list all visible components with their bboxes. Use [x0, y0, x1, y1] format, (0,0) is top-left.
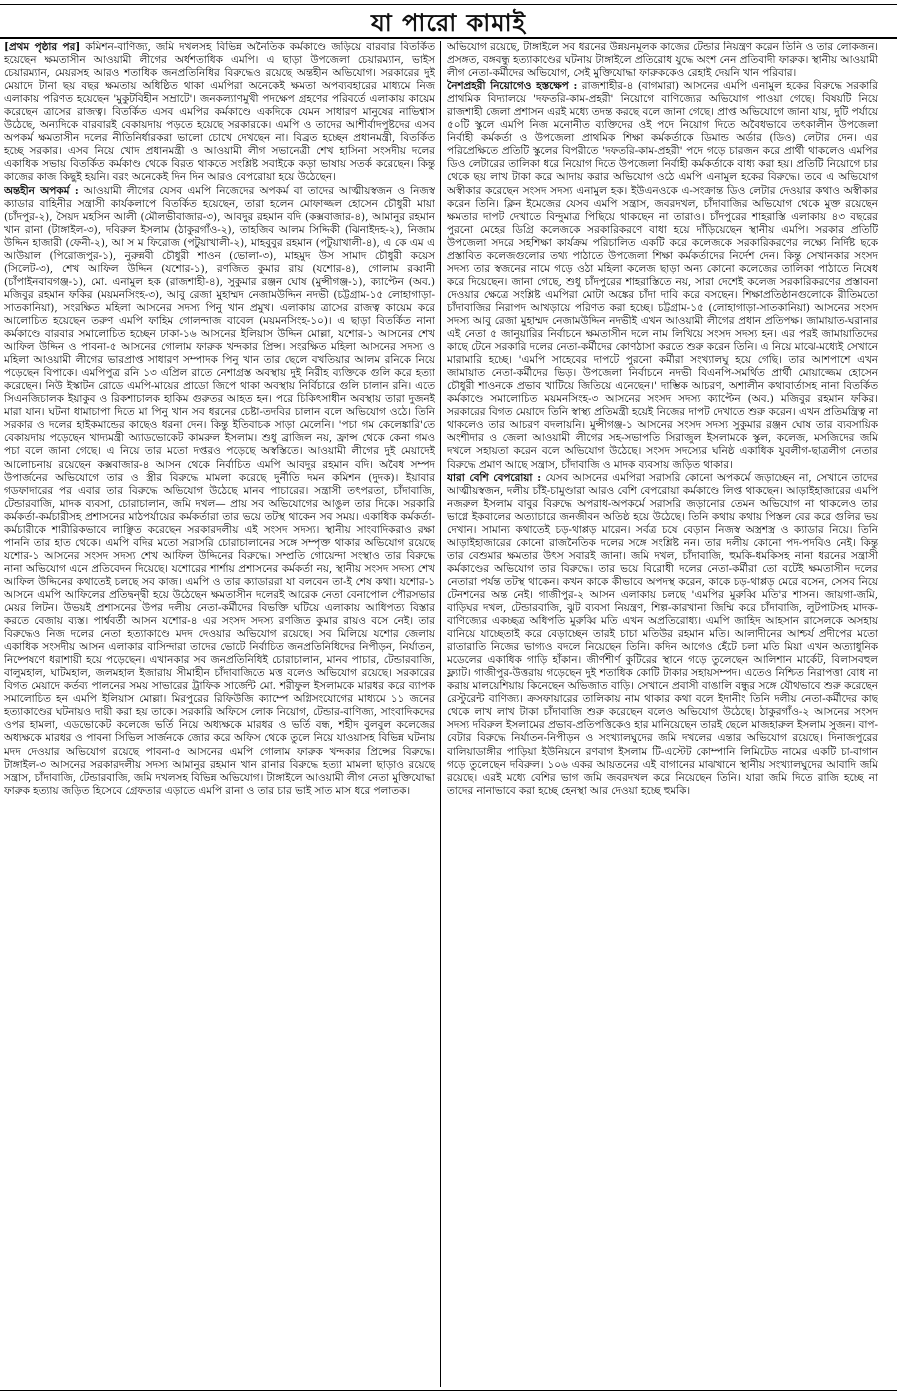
article-paragraph	[447, 472, 878, 798]
column-divider	[440, 41, 441, 1387]
page-title: যা পারো কামাই	[370, 9, 527, 37]
article-paragraph	[4, 185, 435, 798]
paragraph-text: যেসব আসনের এমপিরা সরাসরি কোনো অপকর্মে জড়াচ্ছেন না, সেখানে তাদের আত্মীয়স্বজন, দলীয় চাঁই-চামুণ্ডারা আরও বেশি বেপরোয়া কর্মকাণ্ডে লিপ্ত থাকছেন। আড়াইহাজারের এমপি নজরুল ইসলাম বাবুর বিরুদ্ধে অপরাধ-অপকর্মে সরাসরি জড়ানোর তেমন অভিযোগ না থাকলেও তার ভাগ্নে ইকবালের অত্যাচারে জনজীবন অতিষ্ঠ হয়ে উঠেছে। তিনি কথায় কথায় পিস্তল বের করে গুলির ভয় দেখান। সামান্য কথাতেই চড়-থাপ্পড় মারেন। সর্বত্র চষে বেড়ান নিজস্ব অস্ত্রশস্ত্র ও ক্যাডার নিয়ে। তিনি আড়াইহাজারের কোনো রাজনৈতিক দলের সঙ্গে সংশ্লিষ্ট নন। তার দলীয় কোনো পদ-পদবিও নেই। কিন্তু তার বেশুমার ক্ষমতার উৎস সবারই জানা। জমি দখল, চাঁদাবাজি, হুমকি-ধমকিসহ নানা ধরনের সন্ত্রাসী কর্মকাণ্ডের অভিযোগ তার বিরুদ্ধে। তার ভয়ে বিরোধী দলের নেতা-কর্মীরা তো বটেই ক্ষমতাসীন দলের নেতারা পর্যন্ত তটস্থ থাকেন। কখন কাকে কীভাবে অপদস্থ করেন, কাকে চড়-থাপ্পড় মেরে বসেন, সেসব নিয়ে টেনশনের অন্ত নেই। গাজীপুর-২ আসন এলাকায় চলছে 'এমপির মুরুব্বি মতি'র শাসন। জায়গা-জমি, বাড়িঘর দখল, টেন্ডারবাজি, ঝুট ব্যবসা নিয়ন্ত্রণ, শিল্প-কারখানা জিম্মি করে চাঁদাবাজি, লুটপাটসহ মাদক-বাণিজ্যের একচ্ছত্র অধিপতি মুরুব্বি মতি এখন অপ্রতিরোধ্য। এমপি জাহিদ আহসান রাসেলকে অসহায় বানিয়ে যাচ্ছেতাই করে বেড়াচ্ছেন তারই চাচা মতিউর রহমান মতি। আলাদীনের আশ্চর্য প্রদীপের মতো রাতারাতি নিজের ভাগ্যও বদলে নিয়েছেন তিনি। কদিন আগেও হেঁটে চলা মতি মিয়া এখন অত্যাধুনিক মডেলের একাধিক গাড়ি হাঁকান। জীর্ণশীর্ণ কুটিরের স্থানে গড়ে তুলেছেন আলিশান মার্কেট, বিলাসবহুল ফ্ল্যাট। গাজীপুর-উত্তরায় গড়েছেন দুই শতাধিক কোটি টাকার সহায়সম্পদ। এতেও নিশ্চিত নিরাপত্তা বোধ না করায় মালয়েশিয়ায় কিনেছেন অভিজাত বাড়ি। সেখানে প্রবাসী বাঙালি বন্ধুর সঙ্গে যৌথভাবে শুরু করেছেন রেস্টুরেন্ট বাণিজ্য। ক্রসফায়ারের তালিকায় নাম থাকার কথা বলে ইদানীং তিনি দলীয় নেতা-কর্মীদের কাছ থেকে লাখ লাখ টাকা চাঁদাবাজি শুরু করেছেন বলেও অভিযোগ উঠেছে। ঠাকুরগাঁও-২ আসনের সংসদ সদস্য দবিরুল ইসলামের প্রভাব-প্রতিপত্তিকেও হার মানিয়েছেন তারই ছেলে মাজহারুল ইসলাম সুজন। বাপ-বেটার বিরুদ্ধে নির্যাতন-নিপীড়ন ও সংখ্যালঘুদের জমি দখলের এন্তার অভিযোগ রয়েছে। দিনাজপুরের বালিয়াডাঙ্গীর পাড়িয়া ইউনিয়নে রণবাগ ইসলাম টি-এস্টেট কোম্পানি লিমিটেড নামের একটি চা-বাগান গড়ে তুলেছেন দবিরুল। ১০৬ একর আয়তনের এই বাগানের মাঝখানে স্থানীয় সংখ্যালঘুদের আবাদি জমি রয়েছে। এরই মধ্যে বেশির ভাগ জমি জবরদখল করে নিয়েছেন তিনি। যারা জমি দিতে রাজি হচ্ছে না তাদের নানাভাবে করা হচ্ছে হেনস্থা আর দেওয়া হচ্ছে হুমকি।	[447, 471, 878, 797]
section-heading: নৈশপ্রহরী নিয়োগেও হস্তক্ষেপ :	[447, 80, 578, 93]
section-heading: যারা বেশি বেপরোয়া :	[447, 471, 542, 484]
paragraph-lead: [প্রথম পৃষ্ঠার পর]	[4, 41, 81, 53]
paragraph-text: অভিযোগ রয়েছে, টাঙ্গাইলে সব ধরনের উন্নয়নমূলক কাজের টেন্ডার নিয়ন্ত্রণ করেন তিনি ও তার লোকজন। প্রসঙ্গত, বঙ্গবন্ধু হত্যাকাণ্ডের ঘটনায় টাঙ্গাইলে প্রতিরোধ যুদ্ধে অংশ নেন প্রতিবাদী ফারুক। স্থানীয় আওয়ামী লীগ নেতা-কর্মীদের অভিযোগ, সেই মুক্তিযোদ্ধা ফারুককেও রেহাই দেয়নি খান পরিবার।	[447, 41, 878, 80]
header-rule	[0, 37, 897, 39]
section-heading: অন্তহীন অপকর্ম :	[4, 184, 79, 197]
left-column	[4, 41, 435, 1387]
article-paragraph	[447, 80, 878, 471]
article-paragraph	[447, 41, 878, 80]
paragraph-text: আওয়ামী লীগের যেসব এমপি নিজেদের অপকর্ম বা তাদের আত্মীয়স্বজন ও নিজস্ব ক্যাডার বাহিনীর সন্ত্রাসী কার্যকলাপে বিতর্কিত হয়েছেন, তারা হলেন মোফাজ্জল হোসেন চৌধুরী মায়া (চাঁদপুর-২), সৈয়দ মহসিন আলী (মৌলভীবাজার-৩), আবদুর রহমান বদি (কক্সবাজার-৪), আমানুর রহমান খান রানা (টাঙ্গাইল-৩), দবিরুল ইসলাম (ঠাকুরগাঁও-২), তাহজিব আলম সিদ্দিকী (ঝিনাইদহ-২), নিজাম উদ্দিন হাজারী (ফেনী-২), আ স ম ফিরোজ (পটুয়াখালী-২), মাহবুবুর রহমান (পটুয়াখালী-৪), এ কে এম এ আউয়াল (পিরোজপুর-১), নুরুন্নবী চৌধুরী শাওন (ভোলা-৩), মাহমুদ উস সামাদ চৌধুরী কয়েস (সিলেট-৩), শেখ আফিল উদ্দিন (যশোর-১), রণজিত কুমার রায় (যশোর-৪), গোলাম রব্বানী (চাঁপাইনবাবগঞ্জ-১), মো. এনামুল হক (রাজশাহী-৪), সুকুমার রঞ্জন ঘোষ (মুন্সীগঞ্জ-১), ক্যাপ্টেন (অব.) মজিবুর রহমান ফকির (ময়মনসিংহ-৩), আবু রেজা মুহাম্মদ নেজামউদ্দিন নদভী (চট্টগ্রাম-১৫ লোহাগাড়া-সাতকানিয়া), সংরক্ষিত মহিলা আসনের সদস্য পিনু খান প্রমুখ। এলাকায় ত্রাসের রাজত্ব কায়েম করে আলোচিত হয়েছেন তরুণ এমপি ফাহিম গোলন্দাজ বাবেল (ময়মনসিংহ-১০)। এ ছাড়া বিতর্কিত নানা কর্মকাণ্ডে বারবার সমালোচিত হচ্ছেন ঢাকা-১৬ আসনের ইলিয়াস উদ্দিন মোল্লা, যশোর-১ আসনের শেখ আফিল উদ্দিন ও পাবনা-৫ আসনের গোলাম ফারুক খন্দকার প্রিন্স। সংরক্ষিত মহিলা আসনের সদস্য ও মহিলা আওয়ামী লীগের ভারপ্রাপ্ত সাধারণ সম্পাদক পিনু খান তার ছেলে বখতিয়ার আলম রনিকে নিয়ে পড়েছেন বিপাকে। এমপিপুত্র রনি ১৩ এপ্রিল রাতে নেশাগ্রস্ত অবস্থায় দুই নিরীহ ব্যক্তিকে গুলি করে হত্যা করেছেন। নিউ ইস্কাটন রোডে এমপি-মায়ের প্রাডো জিপে থাকা অবস্থায় নির্বিচারে গুলি চালান রনি। এতে সিএনজিচালক ইয়াকুব ও রিকশাচালক হাকিম গুরুতর আহত হন। পরে চিকিৎসাধীন অবস্থায় তারা দুজনই মারা যান। ঘটনা ধামাচাপা দিতে মা পিনু খান সব ধরনের চেষ্টা-তদবির চালান বলে অভিযোগ ওঠে। তিনি সরকার ও দলের হাইকমান্ডের কাছেও ধরনা দেন। কিন্তু ইতিবাচক সাড়া মেলেনি। 'পচা গম কেলেঙ্কারি'তে বেকায়দায় পড়েছেন খাদ্যমন্ত্রী অ্যাডভোকেট কামরুল ইসলাম। শুধু ব্রাজিল নয়, ফ্রান্স থেকে কেনা গমও পচা বলে জানা গেছে। এ নিয়ে তার মতো দপ্তরও পড়েছে অস্বস্তিতে। আওয়ামী লীগের দুই মেয়াদেই আলোচনায় রয়েছেন কক্সবাজার-৪ আসন থেকে নির্বাচিত এমপি আবদুর রহমান বদি। অবৈধ সম্পদ উপার্জনের অভিযোগে তার ও স্ত্রীর বিরুদ্ধে মামলা করেছে দুর্নীতি দমন কমিশন (দুদক)। ইয়াবার গডফাদারের পর এবার তার বিরুদ্ধে অভিযোগ উঠেছে মানব পাচারের। সন্ত্রাসী তৎপরতা, চাঁদাবাজি, টেন্ডারবাজি, মাদক ব্যবসা, চোরাচালান, জমি দখল— প্রায় সব অভিযোগের আঙুল তার দিকে। সরকারি কর্মকর্তা-কর্মচারীসহ প্রশাসনের মাঠপর্যায়ের কর্মকর্তারা তার ভয়ে তটস্থ থাকেন সব সময়। একাধিক কর্মকর্তা-কর্মচারীকে শারীরিকভাবে লাঞ্ছিত করেছেন সরকারদলীয় এই সংসদ সদস্য। স্থানীয় সাংবাদিকরাও রক্ষা পাননি তার হাত থেকে। এমপি বদির মতো সরাসরি চোরাচালানের সঙ্গে সম্পৃক্ত থাকার অভিযোগ রয়েছে যশোর-১ আসনের সংসদ সদস্য শেখ আফিল উদ্দিনের বিরুদ্ধে। সম্প্রতি গোয়েন্দা সংস্থাও তার বিরুদ্ধে নানা অভিযোগ এনে প্রতিবেদন দিয়েছে। যশোরের শার্শায় প্রশাসনের কর্মকর্তা নয়, স্থানীয় সংসদ সদস্য শেখ আফিল উদ্দিনের কথাতেই চলছে সব কাজ। এমপি ও তার ক্যাডাররা যা বলবেন তা-ই শেষ কথা। যশোর-১ আসনে এমপি আফিলের প্রতিদ্বন্দ্বী হয়ে উঠেছেন ক্ষমতাসীন দলেরই আরেক নেতা বেনাপোল পৌরসভার মেয়র লিটন। উভয়ই প্রশাসনের উপর দলীয় নেতা-কর্মীদের বিভক্তি ঘটিয়ে এলাকায় আধিপত্য বিস্তার করতে বেজায় ব্যস্ত। পার্শ্ববর্তী আসন যশোর-৪ এর সংসদ সদস্য রণজিত কুমার রায়ও বসে নেই। তার বিরুদ্ধেও নিজ দলের নেতা হত্যাকাণ্ডে মদদ দেওয়ার অভিযোগ রয়েছে। সব মিলিয়ে যশোর জেলায় একাধিক সংসদীয় আসন এলাকার বাসিন্দারা তাদের ভোটে নির্বাচিত জনপ্রতিনিধিদের নিপীড়ন, নির্যাতন, নিষ্পেষণে ধরাশায়ী হয়ে পড়েছেন। এখানকার সব জনপ্রতিনিধিই চোরাচালান, মানব পাচার, টেন্ডারবাজি, বালুমহাল, ঘাটমহাল, জলমহাল ইজারায় সীমাহীন চাঁদাবাজিতে মত্ত বলেও অভিযোগ রয়েছে। সরকারের বিগত মেয়াদে কর্তব্য পালনের সময় সাভারের ট্রাফিক সার্জেন্ট মো. শরীফুল ইসলামকে মারধর করে ব্যাপক সমালোচিত হন এমপি ইলিয়াস মোল্লা। মিরপুরের রিফিউজি ক্যাম্পে অগ্নিসংযোগের মাধ্যমে ১১ জনের হত্যাকাণ্ডের ঘটনায়ও দায়ী করা হয় তাকে। সরকারি অফিসে লোক নিয়োগ, টেন্ডার-বাণিজ্য, সাংবাদিকদের ওপর হামলা, এডভোকেট কলেজে ভর্তি নিয়ে অধ্যক্ষকে মারধর ও ভর্তি বন্ধ, শহীদ বুলবুল কলেজের অধ্যক্ষকে মারধর ও পাবনা সিভিল সার্জনকে জোর করে অফিস থেকে তুলে নিয়ে যাওয়াসহ বিভিন্ন ঘটনায় মদদ দেওয়ার অভিযোগ রয়েছে পাবনা-৫ আসনের এমপি গোলাম ফারুক খন্দকার প্রিন্সের বিরুদ্ধে। টাঙ্গাইল-৩ আসনের সরকারদলীয় সদস্য আমানুর রহমান খান রানার বিরুদ্ধে হত্যা মামলা ছাড়াও রয়েছে সন্ত্রাস, চাঁদাবাজি, টেন্ডারবাজি, জমি দখলসহ বিভিন্ন অভিযোগ। টাঙ্গাইলে আওয়ামী লীগ নেতা মুক্তিযোদ্ধা ফারুক হত্যায় জড়িত হিসেবে গ্রেফতার এড়াতে এমপি রানা ও তার চার ভাই সাত মাস ধরে পলাতক।	[4, 184, 435, 797]
page-header	[0, 8, 897, 38]
paragraph-text: রাজশাহীর-৪ (বাগমারা) আসনের এমপি এনামুল হকের বিরুদ্ধে সরকারি প্রাথমিক বিদ্যালয়ে 'দফতরি-কাম-প্রহরী' নিয়োগে বাণিজ্যের অভিযোগ পাওয়া গেছে। বিষয়টি নিয়ে রাজশাহী জেলা প্রশাসন এরই মধ্যে তদন্ত করছে বলে জানা গেছে। প্রাপ্ত অভিযোগে জানা যায়, দুটি পর্যায়ে ৫০টি স্কুলে এমপি নিজ মনোনীত ব্যক্তিদের ওই পদে নিয়োগ দিতে অবৈধভাবে তৎকালীন উপজেলা নির্বাহী কর্মকর্তা ও উপজেলা প্রাথমিক শিক্ষা কর্মকর্তাকে ডিমান্ড অর্ডার (ডিও) লেটার দেন। এর পরিপ্রেক্ষিতে প্রতিটি স্কুলের বিপরীতে 'দফতরি-কাম-প্রহরী' পদে গড়ে চারজন করে প্রার্থী থাকলেও এমপির ডিও লেটারের তালিকা ধরে নিয়োগ দিতে উপজেলা নির্বাহী কর্মকর্তাকে বাধ্য করা হয়। প্রতিটি নিয়োগে চার থেকে ছয় লাখ টাকা করে আদায় করার অভিযোগ ওঠে এমপি এনামুল হকের বিরুদ্ধে। তবে এ অভিযোগ অস্বীকার করেছেন সংসদ সদস্য এনামুল হক। ইউএনওকে এ-সংক্রান্ত ডিও লেটার দেওয়ার কথাও অস্বীকার করেন তিনি। ক্লিন ইমেজের যেসব এমপি সন্ত্রাস, জবরদখল, চাঁদাবাজির অভিযোগ থেকে মুক্ত রয়েছেন ক্ষমতার দাপট দেখাতে বিন্দুমাত্র পিছিয়ে থাকছেন না তারাও। চাঁদপুরের শাহরাস্তি এলাকায় ৪৩ বছরের পুরনো মেহের ডিগ্রি কলেজকে সরকারিকরণে বাধা হয়ে দাঁড়িয়েছেন স্থানীয় এমপি। সরকার প্রতিটি উপজেলা সদরে সহশিক্ষা কার্যক্রম পরিচালিত একটি করে কলেজকে সরকারিকরণের লক্ষ্যে নির্দিষ্ট ছকে প্রস্তাবিত কলেজগুলোর তথ্য পাঠাতে উপজেলা শিক্ষা কর্মকর্তাদের নির্দেশ দেন। কিন্তু সেখানকার সংসদ সদস্য তার স্বজনের নামে গড়ে ওঠা মহিলা কলেজ ছাড়া অন্য কোনো কলেজের তালিকা পাঠাতে নিষেধ করে দিয়েছেন। জানা গেছে, শুধু চাঁদপুরের শাহরাস্তিতে নয়, সারা দেশেই কলেজ সরকারিকরণের প্রস্তাবনা দেওয়ার ক্ষেত্রে সংশ্লিষ্ট এমপিরা মোটা অঙ্কের চাঁদা দাবি করে বসছেন। শিক্ষাপ্রতিষ্ঠানগুলোকে রীতিমতো চাঁদাবাজির নিরাপদ আখড়ায়ে পরিণত করা হচ্ছে। চট্টগ্রাম-১৫ (লোহাগাড়া-সাতকানিয়া) আসনের সংসদ সদস্য আবু রেজা মুহাম্মদ নেজামউদ্দিন নদভীই এখন আওয়ামী লীগের প্রধান প্রতিপক্ষ। জামায়াত-ঘরানার এই নেতা ৫ জানুয়ারির নির্বাচনে ক্ষমতাসীন দলে নাম লিখিয়ে সংসদ সদস্য হন। এর পরই জামায়াতিদের কাছে টেনে সরকারি দলের নেতা-কর্মীদের কোণঠাসা করতে শুরু করেন তিনি। এ নিয়ে মাঝে-মধ্যেই সেখানে মারামারি হচ্ছে। 'এমপি সাহেবের দাপটে পুরনো কর্মীরা সংখ্যালঘু হয়ে গেছি। তার আশপাশে এখন জামায়াত নেতা-কর্মীদের ভিড়। উপজেলা নির্বাচনে নদভী বিএনপি-সমর্থিত প্রার্থী মোয়াজ্জেম হোসেন চৌধুরী শাওনকে প্রভাব খাটিয়ে জিতিয়ে এনেছেন।' দাম্ভিক আচরণ, অশালীন কথাবার্তাসহ নানা বিতর্কিত কর্মকাণ্ডে সমালোচিত ময়মনসিংহ-৩ আসনের সংসদ সদস্য ক্যাপ্টেন (অব.) মজিবুর রহমান ফকির। সরকারের বিগত মেয়াদে তিনি স্বাস্থ্য প্রতিমন্ত্রী হয়েই নিজের দাপট দেখাতে শুরু করেন। এখন প্রতিমন্ত্রিত্ব না থাকলেও তার আচরণ বদলায়নি। মুন্সীগঞ্জ-১ আসনের সংসদ সদস্য সুকুমার রঞ্জন ঘোষ তার ব্যবসায়িক অংশীদার ও জেলা আওয়ামী লীগের সহ-সভাপতি সিরাজুল ইসলামকে স্কুল, কলেজ, মসজিদের জমি দখলে সহায়তা করেন বলে অভিযোগ উঠেছে। সংসদ সদস্যের ঘনিষ্ঠ একাধিক যুবলীগ-ছাত্রলীগ নেতার বিরুদ্ধে প্রমাণ আছে সন্ত্রাস, চাঁদাবাজি ও মাদক ব্যবসায় জড়িত থাকার।	[447, 80, 878, 471]
paragraph-text: কমিশন-বাণিজ্য, জমি দখলসহ বিভিন্ন অনৈতিক কর্মকাণ্ডে জড়িয়ে বারবার বিতর্কিত হয়েছেন ক্ষমতাসীন আওয়ামী লীগের অর্ধশতাধিক এমপি। এ ছাড়া উপজেলা চেয়ারম্যান, ভাইস চেয়ারম্যান, মেয়রসহ আরও শতাধিক জনপ্রতিনিধির বিরুদ্ধেও রয়েছে অন্তহীন অভিযোগ। সরকারের দুই মেয়াদে টানা ছয় বছর ক্ষমতায় অধিষ্ঠিত থাকা এমপিরা অনেকেই ক্ষমতা অপব্যবহারের মাধ্যমে নিজ এলাকায় পরিণত হয়েছেন 'মুকুটবিহীন সম্রাটে'। জনকল্যাণমুখী পদক্ষেপ গ্রহণের পরিবর্তে এলাকায় কায়েম করেছেন ত্রাসের রাজত্ব। বিতর্কিত এসব এমপির কর্মকাণ্ডে একদিকে যেমন সাধারণ মানুষের নাভিশ্বাস উঠেছে, অন্যদিকে বারবারই বেকায়দায় পড়তে হয়েছে সরকারকে। এমপি ও তাদের আশীর্বাদপুষ্টদের এসব অপকর্ম ক্ষমতাসীন দলের নীতিনির্ধারকরা ভালো চোখে দেখছেন না। বিব্রত হচ্ছেন প্রধানমন্ত্রী, বিতর্কিত হচ্ছে সরকার। এসব নিয়ে খোদ প্রধানমন্ত্রী ও আওয়ামী লীগ সভানেত্রী শেখ হাসিনা সংসদীয় দলের একাধিক সভায় বিতর্কিত কর্মকাণ্ড থেকে বিরত থাকতে সংশ্লিষ্ট সবাইকে কড়া ভাষায় সতর্ক করেছেন। কিন্তু কাজের কাজ কিছুই হয়নি। বরং অনেকেই দিন দিন আরও বেপরোয়া হয়ে উঠেছেন।	[4, 41, 435, 184]
bottom-rule	[0, 1390, 897, 1391]
right-column	[447, 41, 878, 1387]
top-rule	[0, 4, 897, 5]
article-paragraph	[4, 41, 435, 185]
